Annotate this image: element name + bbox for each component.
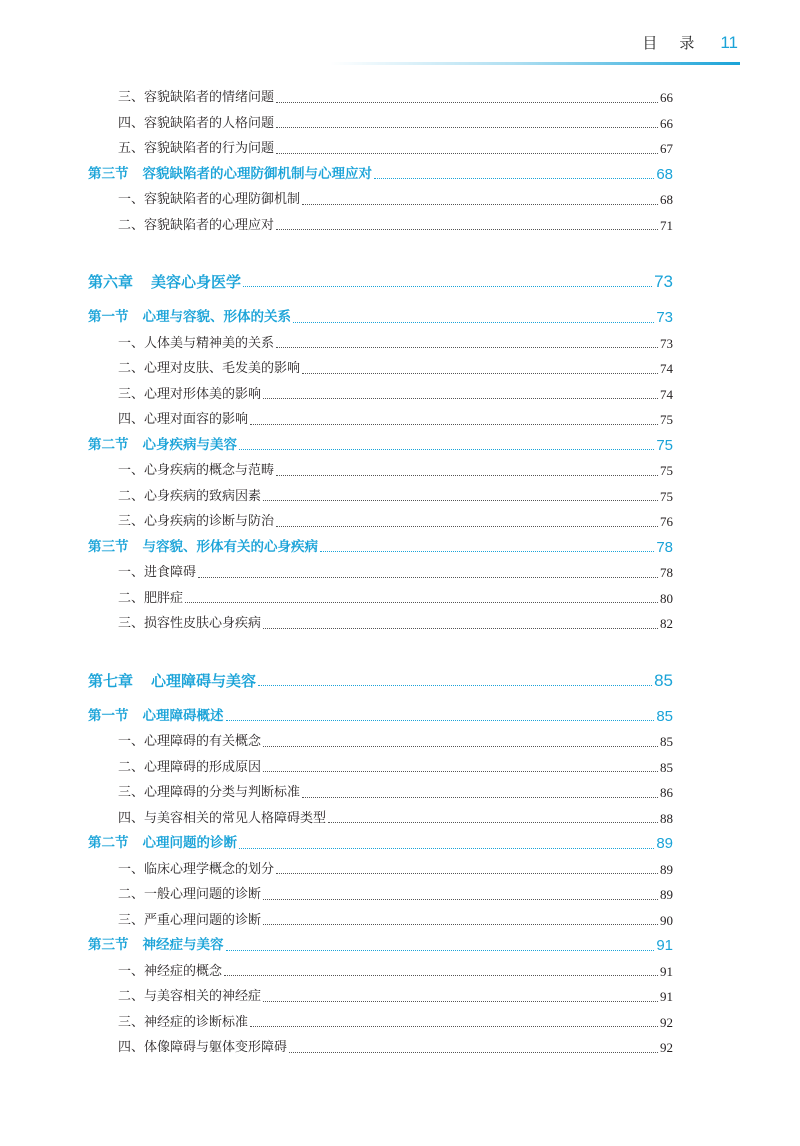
- toc-item[interactable]: 四、与美容相关的常见人格障碍类型 88: [118, 810, 673, 826]
- dot-leader: [239, 847, 654, 849]
- dot-leader: [276, 126, 658, 128]
- section-number: 第三节: [88, 165, 129, 182]
- section-title: 心理障碍概述: [142, 707, 224, 724]
- section-number: 第一节: [88, 309, 129, 325]
- dot-leader: [263, 745, 658, 747]
- dot-leader: [302, 372, 658, 374]
- dot-leader: [374, 177, 654, 179]
- header-title: 目录: [642, 34, 717, 52]
- dot-leader: [293, 321, 654, 323]
- toc-section[interactable]: [88, 433, 673, 459]
- dot-leader: [224, 974, 658, 976]
- chapter-number: 第七章: [88, 671, 134, 690]
- chapter-number: 第六章: [88, 273, 134, 291]
- toc-item[interactable]: 五、容貌缺陷者的行为问题 67: [118, 141, 673, 156]
- dot-leader: [263, 627, 658, 629]
- section-number: 第一节: [88, 707, 129, 724]
- dot-leader: [250, 423, 658, 425]
- toc-item[interactable]: 一、心理障碍的有关概念 85: [118, 734, 673, 749]
- section-title: 与容貌、形体有关的心身疾病: [142, 538, 318, 555]
- dot-leader: [226, 719, 655, 721]
- section-page: 78: [656, 538, 673, 556]
- section-page: 73: [656, 309, 673, 326]
- toc-item[interactable]: 一、临床心理学概念的划分 89: [118, 861, 673, 877]
- toc-item[interactable]: 二、心理障碍的形成原因 85: [118, 759, 673, 775]
- dot-leader: [276, 346, 658, 348]
- dot-leader: [226, 949, 655, 951]
- dot-leader: [185, 601, 658, 603]
- dot-leader: [250, 1025, 658, 1027]
- section-page: 91: [656, 937, 673, 954]
- section-title: 心理问题的诊断: [142, 835, 237, 851]
- dot-leader: [276, 152, 658, 154]
- section-page: 89: [656, 835, 673, 852]
- dot-leader: [276, 525, 658, 527]
- section-number: 第二节: [88, 436, 129, 453]
- chapter-title: 美容心身医学: [151, 273, 242, 291]
- toc-item[interactable]: 二、心身疾病的致病因素 75: [118, 488, 673, 504]
- dot-leader: [263, 923, 658, 925]
- toc-item[interactable]: 三、损容性皮肤心身疾病 82: [118, 616, 673, 631]
- dot-leader: [258, 684, 652, 686]
- toc-item[interactable]: 四、容貌缺陷者的人格问题 66: [118, 115, 673, 131]
- table-of-contents: [88, 85, 673, 1061]
- dot-leader: [263, 499, 658, 501]
- dot-leader: [302, 203, 658, 205]
- header-rule: [330, 62, 740, 65]
- dot-leader: [276, 872, 658, 874]
- toc-section[interactable]: [88, 704, 673, 730]
- toc-item[interactable]: 三、心理对形体美的影响 74: [118, 386, 673, 402]
- toc-section[interactable]: [88, 305, 673, 331]
- dot-leader: [263, 770, 658, 772]
- section-page: 85: [656, 707, 673, 725]
- toc-section[interactable]: [88, 535, 673, 561]
- section-page: 75: [656, 436, 673, 454]
- toc-item[interactable]: 一、神经症的概念 91: [118, 963, 673, 979]
- header-page-number: 11: [720, 33, 738, 52]
- dot-leader: [276, 101, 658, 103]
- dot-leader: [328, 821, 658, 823]
- toc-chapter[interactable]: [88, 663, 673, 699]
- section-number: 第三节: [88, 538, 129, 555]
- dot-leader: [276, 474, 658, 476]
- dot-leader: [302, 796, 658, 798]
- toc-item[interactable]: 二、一般心理问题的诊断 89: [118, 887, 673, 902]
- dot-leader: [198, 576, 658, 578]
- chapter-title: 心理障碍与美容: [151, 671, 257, 690]
- running-header: [642, 32, 738, 62]
- dot-leader: [263, 1000, 658, 1002]
- section-title: 神经症与美容: [142, 937, 224, 953]
- section-number: 第二节: [88, 835, 129, 851]
- dot-leader: [289, 1051, 658, 1053]
- toc-item[interactable]: 二、心理对皮肤、毛发美的影响 74: [118, 361, 673, 376]
- dot-leader: [239, 448, 654, 450]
- toc-chapter[interactable]: [88, 264, 673, 300]
- section-title: 容貌缺陷者的心理防御机制与心理应对: [142, 165, 372, 182]
- toc-item[interactable]: 四、体像障碍与躯体变形障碍 92: [118, 1040, 673, 1055]
- toc-item[interactable]: 三、心身疾病的诊断与防治 76: [118, 514, 673, 529]
- section-page: 68: [656, 165, 673, 183]
- dot-leader: [263, 898, 658, 900]
- toc-item[interactable]: 四、心理对面容的影响 75: [118, 412, 673, 427]
- toc-section[interactable]: [88, 162, 673, 188]
- chapter-page: 73: [654, 272, 673, 291]
- toc-item[interactable]: 一、进食障碍 78: [118, 565, 673, 580]
- toc-item[interactable]: 一、心身疾病的概念与范畴 75: [118, 463, 673, 478]
- chapter-page: 85: [654, 670, 673, 690]
- toc-item[interactable]: 二、容貌缺陷者的心理应对 71: [118, 217, 673, 233]
- dot-leader: [243, 285, 652, 287]
- toc-item[interactable]: 二、肥胖症 80: [118, 590, 673, 606]
- section-title: 心身疾病与美容: [142, 436, 237, 453]
- section-title: 心理与容貌、形体的关系: [142, 309, 291, 325]
- toc-item[interactable]: 三、神经症的诊断标准 92: [118, 1014, 673, 1030]
- section-number: 第三节: [88, 937, 129, 953]
- dot-leader: [263, 397, 658, 399]
- toc-section[interactable]: [88, 831, 673, 857]
- toc-item[interactable]: 一、人体美与精神美的关系 73: [118, 335, 673, 351]
- dot-leader: [276, 228, 658, 230]
- toc-item[interactable]: 三、容貌缺陷者的情绪问题 66: [118, 90, 673, 105]
- toc-item[interactable]: 二、与美容相关的神经症 91: [118, 989, 673, 1004]
- toc-item[interactable]: 三、严重心理问题的诊断 90: [118, 912, 673, 928]
- toc-item[interactable]: 一、容貌缺陷者的心理防御机制 68: [118, 192, 673, 207]
- toc-section[interactable]: [88, 933, 673, 959]
- toc-item[interactable]: 三、心理障碍的分类与判断标准 86: [118, 785, 673, 800]
- dot-leader: [320, 550, 654, 552]
